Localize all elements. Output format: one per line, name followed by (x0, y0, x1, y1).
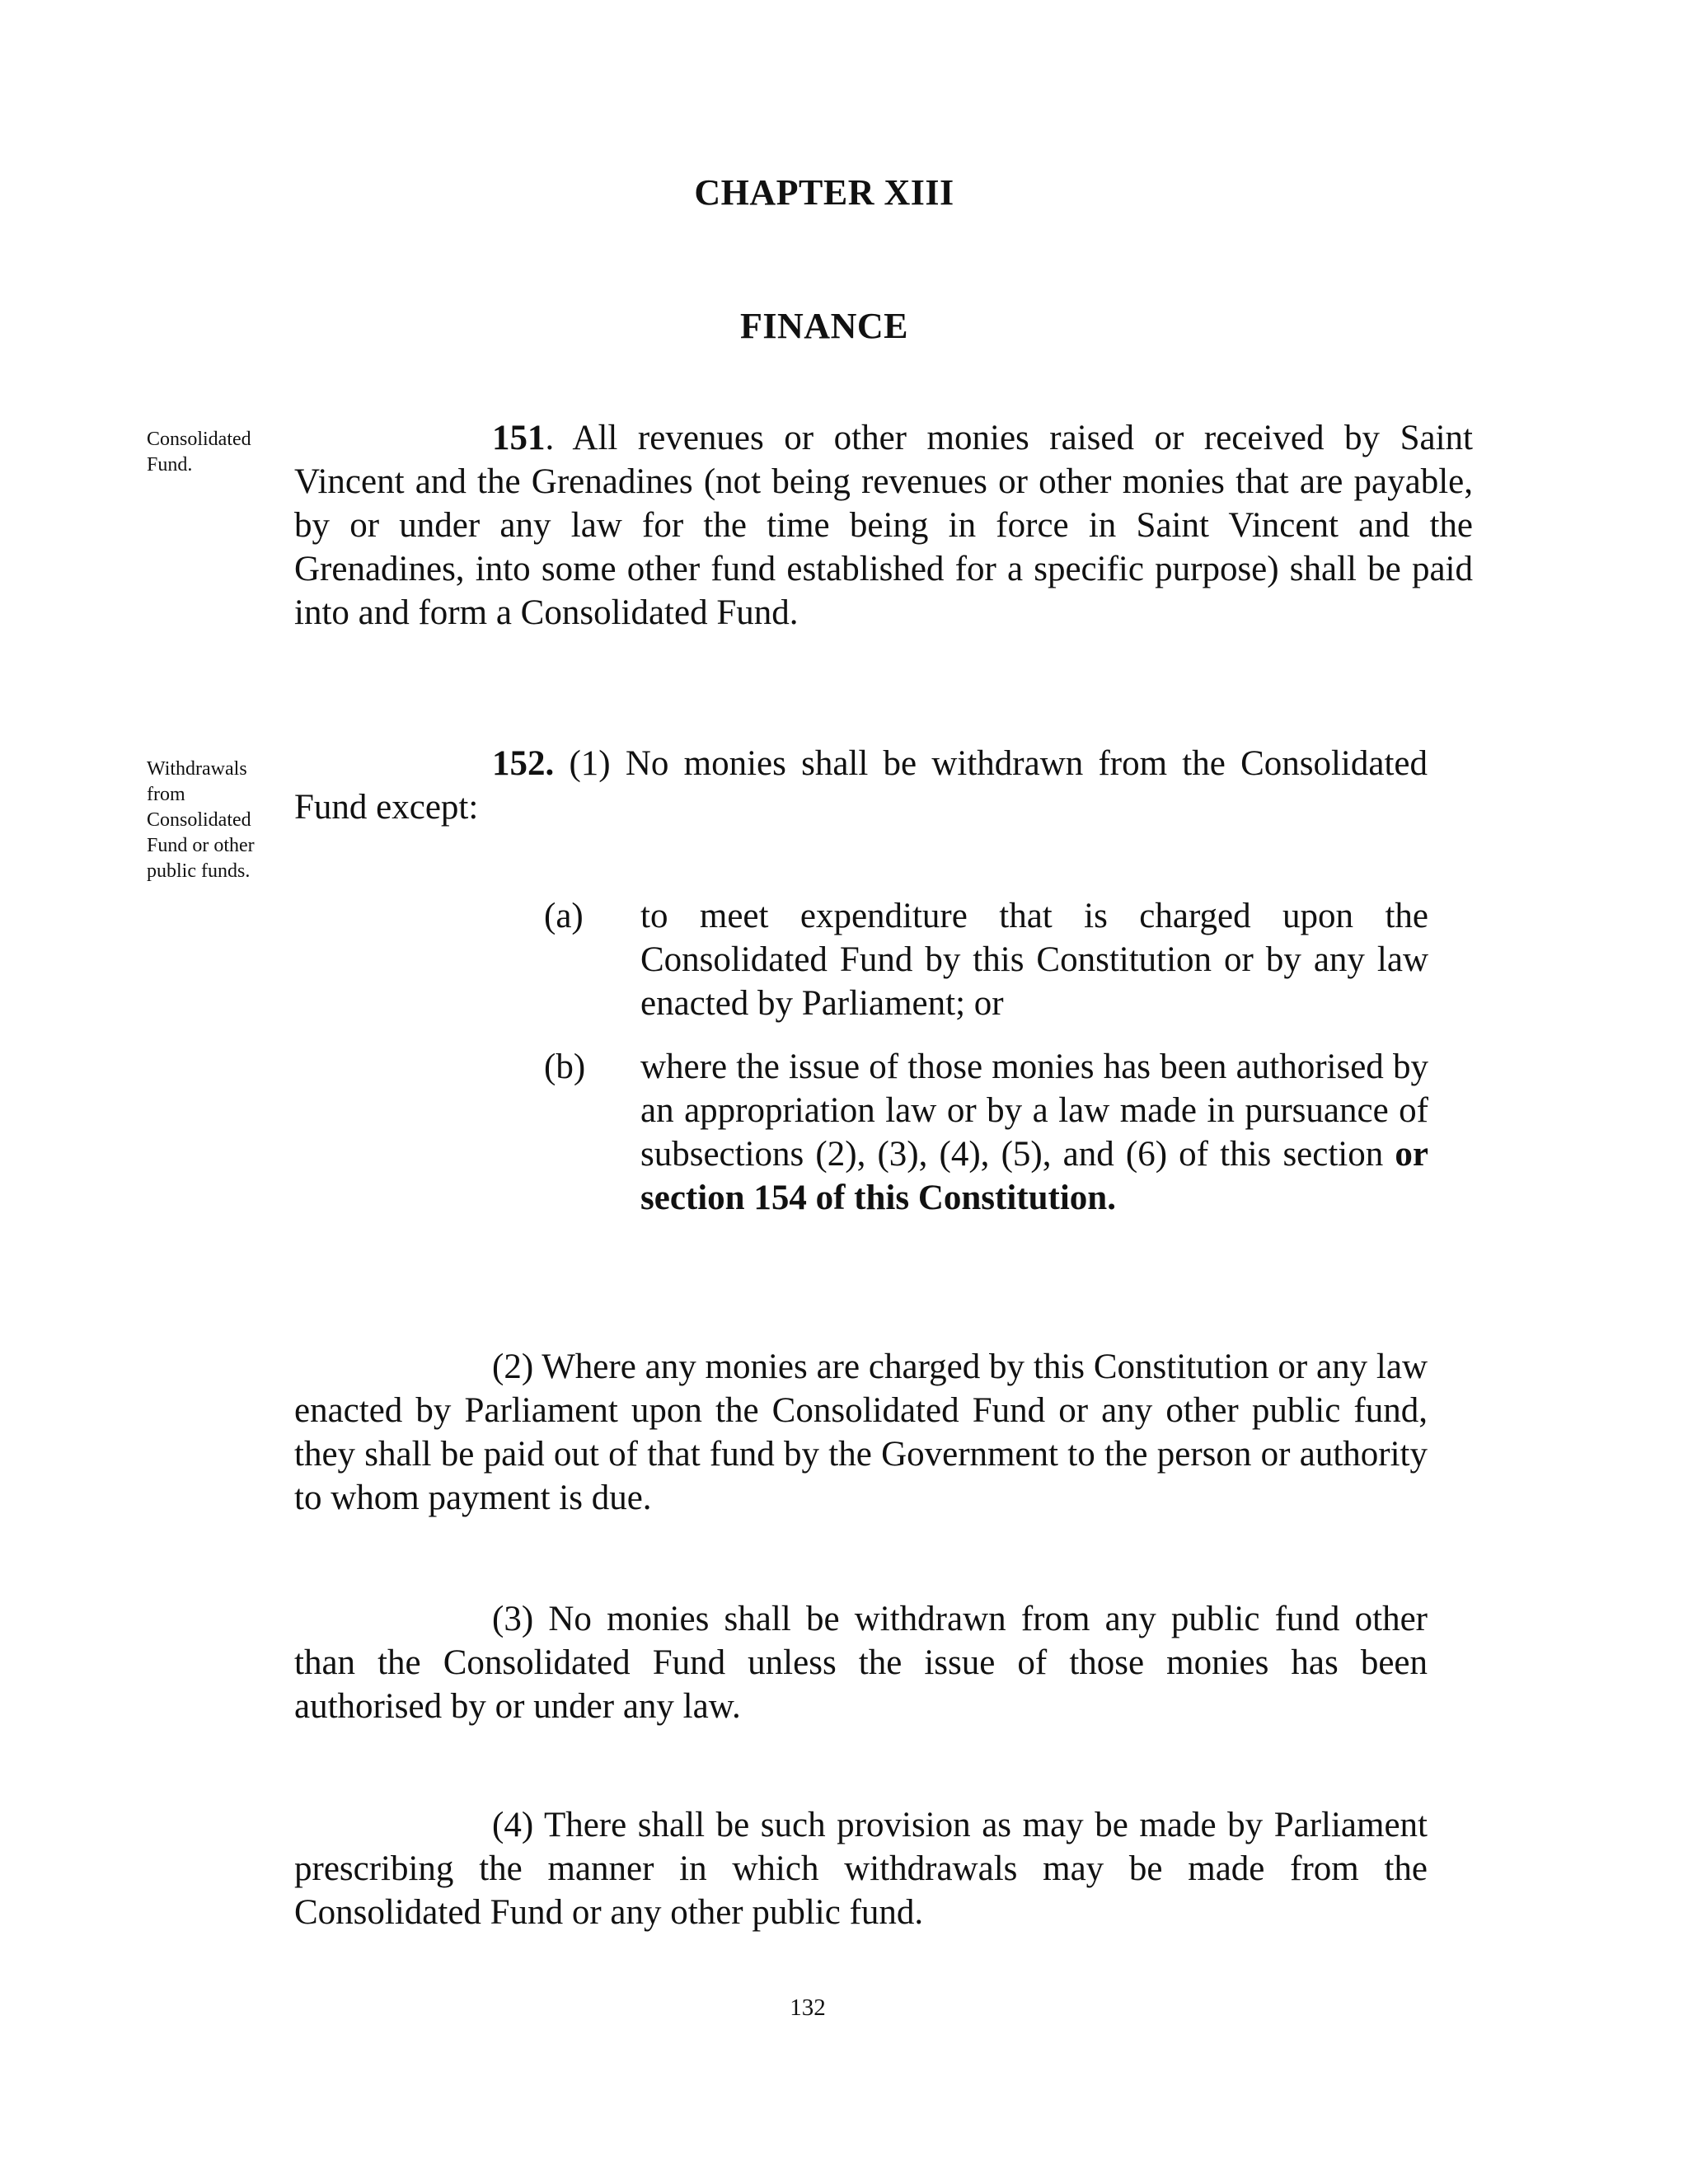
subsection-text: (4) There shall be such provision as may be made by Parliament prescribing the manner in which withdrawals may be made from the Consolidated Fund or any other public fund. (294, 1806, 1428, 1932)
section-151 (294, 416, 1473, 635)
subsection-4 (294, 1803, 1428, 1934)
chapter-heading: CHAPTER XIII (694, 172, 954, 213)
subsection-text: (3) No monies shall be withdrawn from any public fund other than the Consolidated Fund unless the issue of those monies has been authorised by or under any law. (294, 1600, 1428, 1726)
section-number-152: 152. (492, 744, 555, 783)
item-label: (b) (544, 1047, 586, 1086)
item-text-container (640, 1045, 1428, 1220)
amendment-bold-text: or section 154 of this Constitution. (640, 1135, 1428, 1217)
part-heading: FINANCE (740, 306, 908, 346)
subsection-text: (2) Where any monies are charged by this Constitution or any law enacted by Parliament upon the Consolidated Fund or any other public fund, they shall be paid out of that fund by the Government to the person or authority to whom payment is due. (294, 1347, 1428, 1517)
section-text-151: . All revenues or other monies raised or received by Saint Vincent and the Grenadines (not being revenues or other monies that are payable, by or under any law for the time being in force in Saint Vincent and the Grenadines, into some other fund established for a specific purpose) shall be paid into and form a Consolidated Fund. (294, 419, 1473, 632)
subsection-2 (294, 1345, 1428, 1520)
page-number: 132 (790, 1994, 826, 2021)
item-text: to meet expenditure that is charged upon the Consolidated Fund by this Constitution or by any law enacted by Parliament; or (640, 897, 1428, 1023)
marginal-note-151: Consolidated Fund. (147, 429, 251, 476)
section-number-151: 151 (492, 419, 546, 457)
section-text-152: (1) No monies shall be withdrawn from the Consolidated Fund except: (294, 744, 1428, 827)
marginal-note-152: Withdrawals from Consolidated Fund or other public funds. (147, 758, 255, 882)
subsection-3 (294, 1597, 1428, 1728)
section-152 (294, 742, 1428, 829)
item-label: (a) (544, 897, 584, 935)
item-text: where the issue of those monies has been authorised by an appropriation law or by a law made in pursuance of subsections (2), (3), (4), (5), and (6) of this section (640, 1047, 1428, 1174)
